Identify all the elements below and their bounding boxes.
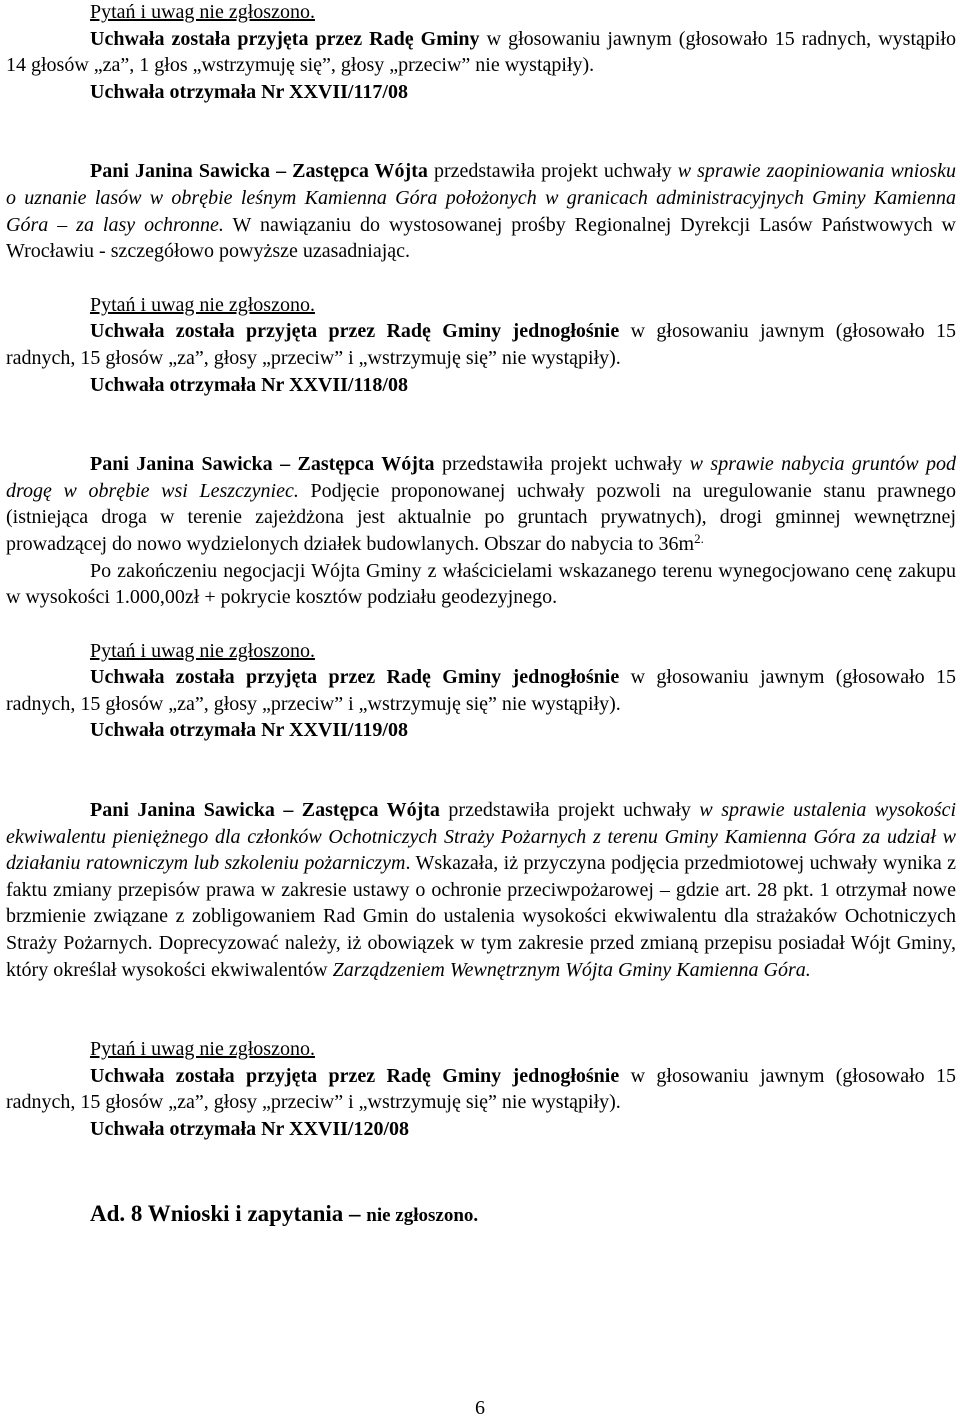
- intro-text: przedstawiła projekt uchwały: [439, 799, 700, 822]
- no-questions-text: Pytań i uwag nie zgłoszono.: [90, 1038, 315, 1061]
- intro-text: przedstawiła projekt uchwały: [434, 453, 690, 476]
- no-questions-text: Pytań i uwag nie zgłoszono.: [90, 639, 315, 662]
- intro-text: przedstawiła projekt uchwały: [427, 160, 678, 183]
- vote-result-details: w głosowaniu jawnym (głosowało 15 radnych, 15 głosów „za”, głosy „przeciw” i „wstrzymuję się” nie wystąpiły).: [6, 320, 956, 369]
- vote-result-details: w głosowaniu jawnym (głosowało 15 radnych, wystąpiło 14 głosów „za”, 1 głos „wstrzymuję się”, głosy „przeciw” nie wystąpiły).: [6, 27, 956, 77]
- vote-result-details: w głosowaniu jawnym (głosowało 15 radnych, 15 głosów „za”, głosy „przeciw” i „wstrzymuję się” nie wystąpiły).: [6, 666, 956, 715]
- no-questions-note: [6, 292, 956, 319]
- speaker-name: Pani Janina Sawicka – Zastępca Wójta: [90, 453, 435, 476]
- resolution-number-text: Uchwała otrzymała Nr XXVII/117/08: [90, 80, 408, 103]
- vote-result-bold: Uchwała została przyjęta przez Radę Gminy: [90, 27, 480, 50]
- no-questions-note: [6, 0, 956, 26]
- speaker-name: Pani Janina Sawicka – Zastępca Wójta: [90, 160, 428, 183]
- paragraph-continuation: [6, 558, 956, 611]
- no-questions-text: Pytań i uwag nie zgłoszono.: [90, 1, 315, 23]
- resolution-number: [6, 372, 956, 399]
- resolution-subject: w sprawie ustalenia wysokości ekwiwalentu pieniężnego dla członków Ochotniczych Straży Pożarnych z terenu Gminy Kamienna Góra za udział w działaniu ratowniczym lub szkoleniu pożarniczym: [6, 799, 957, 875]
- vote-result-details: w głosowaniu jawnym (głosowało 15 radnych, 15 głosów „za”, głosy „przeciw” i „wstrzymuję się” nie wystąpiły).: [6, 1064, 956, 1114]
- paragraph-body: Po zakończeniu negocjacji Wójta Gminy z właścicielami wskazanego terenu wynegocjowano cenę zakupu w wysokości 1.000,00zł + pokrycie kosztów podziału geodezyjnego.: [6, 559, 956, 609]
- vote-result: [6, 318, 956, 371]
- vote-result-bold: Uchwała została przyjęta przez Radę Gminy jednogłośnie: [90, 1064, 620, 1087]
- resolution-number: [6, 1116, 956, 1143]
- vote-result-bold: Uchwała została przyjęta przez Radę Gminy jednogłośnie: [90, 320, 620, 343]
- vote-result: [6, 1063, 956, 1116]
- section-heading-status: nie zgłoszono.: [366, 1204, 479, 1226]
- resolution-number-text: Uchwała otrzymała Nr XXVII/120/08: [90, 1118, 410, 1140]
- paragraph-body: Podjęcie proponowanej uchwały pozwoli na uregulowanie stanu prawnego (istniejąca droga w terenie zajeżdżona jest aktualnie po gruntach prywatnych), drogi gminnej wewnętrznej prowadzącej do nowo wydzielonych działek budowlanych. Obszar do nabycia to 36m: [6, 479, 956, 555]
- agenda-item-paragraph: [6, 797, 956, 983]
- vote-result-bold: Uchwała została przyjęta przez Radę Gminy jednogłośnie: [90, 666, 620, 689]
- section-heading-text: Ad. 8 Wnioski i zapytania –: [90, 1200, 367, 1226]
- no-questions-text: Pytań i uwag nie zgłoszono.: [90, 293, 315, 316]
- resolution-number: [6, 717, 956, 744]
- agenda-item-paragraph: [6, 451, 956, 557]
- resolution-subject: w sprawie zaopiniowania wniosku o uznanie lasów w obrębie leśnym Kamienna Góra położonych w granicach administracyjnych Gminy Kamienna Góra – za lasy ochronne.: [6, 160, 957, 236]
- vote-result: [6, 664, 956, 717]
- no-questions-note: [6, 1036, 956, 1063]
- paragraph-body: . Wskazała, iż przyczyna podjęcia przedmiotowej uchwały wynika z faktu zmiany przepisów prawa w zakresie ustawy o ochronie przeciwpożarowej – gdzie art. 28 pkt. 1 otrzymał nowe brzmienie związane z zobligowaniem Rad Gmin do ustalenia wysokości ekwiwalentu dla strażaków Ochotniczych Straży Pożarnych. Doprecyzować należy, iż obowiązek w tym zakresie przed zmianą przepisu posiadał Wójt Gminy, który określał wysokości ekwiwalentów: [6, 852, 956, 981]
- resolution-subject: w sprawie nabycia gruntów pod drogę w obrębie wsi Leszczyniec.: [6, 453, 957, 502]
- agenda-item-paragraph: [6, 158, 956, 264]
- vote-result: [6, 26, 956, 79]
- paragraph-body-italic: Zarządzeniem Wewnętrznym Wójta Gminy Kamienna Góra.: [332, 958, 811, 981]
- superscript: 2.: [694, 530, 704, 546]
- document-page: [6, 0, 956, 1229]
- no-questions-note: [6, 638, 956, 665]
- section-heading: [6, 1201, 956, 1230]
- speaker-name: Pani Janina Sawicka – Zastępca Wójta: [90, 799, 440, 822]
- page-number: 6: [475, 1397, 485, 1419]
- paragraph-body: W nawiązaniu do wystosowanej prośby Regionalnej Dyrekcji Lasów Państwowych w Wrocławiu - szczegółowo powyższe uzasadniając.: [6, 213, 956, 263]
- resolution-number-text: Uchwała otrzymała Nr XXVII/118/08: [90, 373, 408, 396]
- resolution-number: [6, 79, 956, 106]
- resolution-number-text: Uchwała otrzymała Nr XXVII/119/08: [90, 719, 408, 742]
